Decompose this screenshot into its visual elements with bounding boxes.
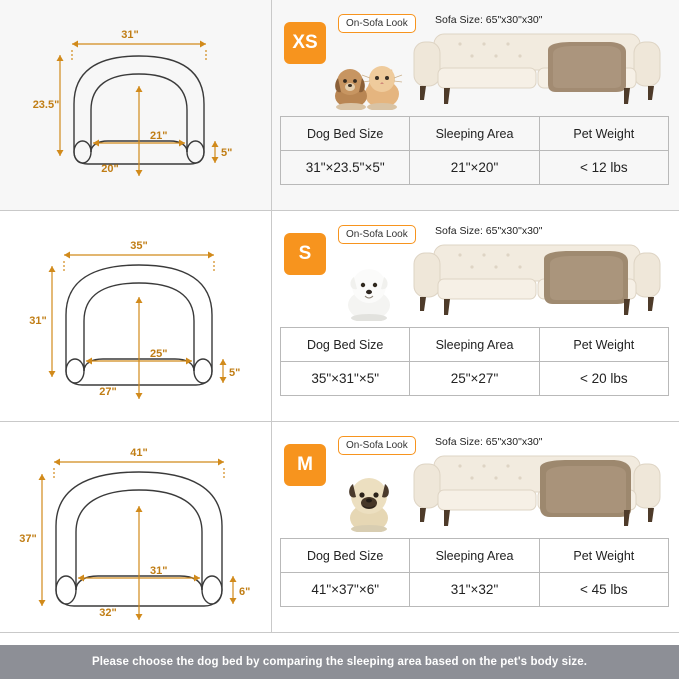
value-pet-weight: < 12 lbs bbox=[539, 151, 668, 185]
sofa-size-text-xs: Sofa Size: 65"x30"x30" bbox=[435, 14, 543, 26]
bed-diagram-m bbox=[0, 422, 272, 632]
spec-table-s bbox=[280, 327, 669, 396]
white-pomeranian-photo bbox=[330, 253, 408, 321]
size-badge-s: S bbox=[284, 233, 326, 275]
header-pet-weight: Pet Weight bbox=[539, 117, 668, 151]
value-pet-weight: < 20 lbs bbox=[539, 362, 668, 396]
sofa-size-text-s: Sofa Size: 65"x30"x30" bbox=[435, 225, 543, 237]
value-bed-size: 41"×37"×6" bbox=[281, 573, 410, 607]
bed-dimension-drawing bbox=[0, 211, 272, 421]
header-sleeping-area: Sleeping Area bbox=[410, 328, 539, 362]
row-content-s bbox=[272, 211, 679, 421]
on-sofa-look-tag-s: On-Sofa Look bbox=[338, 225, 416, 244]
header-bed-size: Dog Bed Size bbox=[281, 328, 410, 362]
table-row bbox=[281, 573, 669, 607]
on-sofa-look-tag-xs: On-Sofa Look bbox=[338, 14, 416, 33]
dim-inner-width-label: 25" bbox=[150, 348, 168, 360]
bed-diagram-xs bbox=[0, 0, 272, 210]
sofa-with-pet-cover-illustration-s bbox=[408, 239, 666, 323]
value-sleeping-area: 31"×32" bbox=[410, 573, 539, 607]
dog-and-cat-photo bbox=[330, 42, 408, 110]
value-sleeping-area: 25"×27" bbox=[410, 362, 539, 396]
dim-height-label: 23.5" bbox=[32, 99, 60, 111]
bed-dimension-drawing bbox=[0, 422, 272, 632]
size-row-xs bbox=[0, 0, 679, 211]
dim-width-label: 31" bbox=[121, 29, 139, 41]
dim-inner-depth-label: 27" bbox=[99, 386, 117, 398]
pug-photo bbox=[330, 464, 408, 532]
dim-bolster-label: 6" bbox=[239, 586, 251, 598]
row-content-m bbox=[272, 422, 679, 632]
dim-inner-depth-label: 32" bbox=[99, 607, 117, 619]
sofa-size-text-m: Sofa Size: 65"x30"x30" bbox=[435, 436, 543, 448]
table-row-header bbox=[281, 328, 669, 362]
dim-inner-depth-label: 20" bbox=[101, 163, 119, 175]
dim-height-label: 37" bbox=[19, 533, 37, 545]
footer-note: Please choose the dog bed by comparing the sleeping area based on the pet's body size. bbox=[0, 645, 679, 679]
table-row bbox=[281, 151, 669, 185]
dim-inner-width-label: 21" bbox=[150, 130, 168, 142]
row-header-m bbox=[280, 430, 669, 534]
dim-width-label: 35" bbox=[130, 240, 148, 252]
bed-dimension-drawing bbox=[0, 0, 272, 210]
size-row-s bbox=[0, 211, 679, 422]
table-row-header bbox=[281, 117, 669, 151]
table-row bbox=[281, 362, 669, 396]
spec-table-m bbox=[280, 538, 669, 607]
bed-diagram-s bbox=[0, 211, 272, 421]
row-header-xs bbox=[280, 8, 669, 112]
header-pet-weight: Pet Weight bbox=[539, 539, 668, 573]
value-bed-size: 31"×23.5"×5" bbox=[281, 151, 410, 185]
dim-height-label: 31" bbox=[29, 315, 47, 327]
header-pet-weight: Pet Weight bbox=[539, 328, 668, 362]
dim-bolster-label: 5" bbox=[221, 147, 233, 159]
dim-inner-width-label: 31" bbox=[150, 565, 168, 577]
row-header-s bbox=[280, 219, 669, 323]
value-bed-size: 35"×31"×5" bbox=[281, 362, 410, 396]
size-badge-m: M bbox=[284, 444, 326, 486]
sofa-with-pet-cover-illustration-xs bbox=[408, 28, 666, 112]
on-sofa-look-tag-m: On-Sofa Look bbox=[338, 436, 416, 455]
header-sleeping-area: Sleeping Area bbox=[410, 539, 539, 573]
table-row-header bbox=[281, 539, 669, 573]
size-row-m bbox=[0, 422, 679, 633]
header-bed-size: Dog Bed Size bbox=[281, 539, 410, 573]
row-content-xs bbox=[272, 0, 679, 210]
spec-table-xs bbox=[280, 116, 669, 185]
value-pet-weight: < 45 lbs bbox=[539, 573, 668, 607]
header-sleeping-area: Sleeping Area bbox=[410, 117, 539, 151]
header-bed-size: Dog Bed Size bbox=[281, 117, 410, 151]
value-sleeping-area: 21"×20" bbox=[410, 151, 539, 185]
size-badge-xs: XS bbox=[284, 22, 326, 64]
dim-bolster-label: 5" bbox=[229, 367, 241, 379]
dim-width-label: 41" bbox=[130, 447, 148, 459]
sofa-with-pet-cover-illustration-m bbox=[408, 450, 666, 534]
